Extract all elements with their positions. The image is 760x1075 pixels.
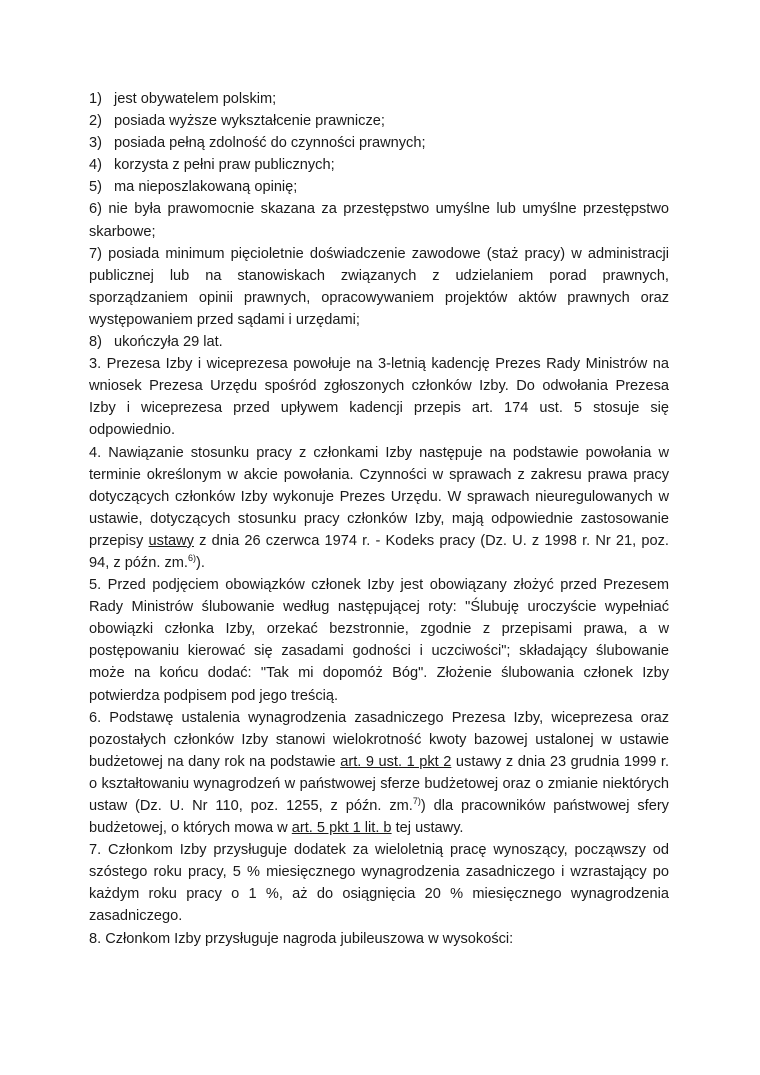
- footnote-marker: 7): [412, 796, 421, 807]
- paragraph-text: tej ustawy.: [391, 820, 464, 837]
- list-item-number: 8): [89, 334, 102, 351]
- list-item-number: 4): [89, 157, 102, 174]
- list-item-number: 1): [89, 91, 102, 107]
- list-item-8: [89, 331, 669, 353]
- art-9-link[interactable]: art. 9 ust. 1 pkt 2: [340, 753, 452, 770]
- ustawy-link[interactable]: ustawy: [148, 532, 194, 549]
- paragraph-6: [89, 707, 669, 840]
- list-item-number: 3): [89, 135, 102, 152]
- footnote-marker: 6): [187, 553, 196, 564]
- list-item-text: posiada wyższe wykształcenie prawnicze;: [114, 113, 385, 130]
- list-item-3: [89, 132, 669, 154]
- list-item-text: ukończyła 29 lat.: [114, 334, 223, 351]
- paragraph-5: 5. Przed podjęciem obowiązków członek Izby jest obowiązany złożyć przed Prezesem Rady Ministrów ślubowanie według następującej roty: "Ślubuję uroczyście wypełniać obowiązki członka Izby, orzekać bezstronnie, zgodnie z przepisami prawa, a w postępowaniu kierować się zasadami godności i uczciwości"; składający ślubowanie może na końcu dodać: "Tak mi dopomóż Bóg". Złożenie ślubowania członek Izby potwierdza podpisem pod jego treścią.: [89, 577, 669, 704]
- paragraph-3: 3. Prezesa Izby i wiceprezesa powołuje na 3-letnią kadencję Prezes Rady Ministrów na wniosek Prezesa Urzędu spośród zgłoszonych członków Izby. Do odwołania Prezesa Izby i wiceprezesa przed upływem kadencji przepis art. 174 ust. 5 stosuje się odpowiednio.: [89, 356, 669, 439]
- document-page: [89, 88, 669, 950]
- art-5-link[interactable]: art. 5 pkt 1 lit. b: [291, 820, 392, 837]
- list-item-number: 5): [89, 179, 102, 196]
- paragraph-7: 7. Członkom Izby przysługuje dodatek za wieloletnią pracę wynoszący, począwszy od szóstego roku pracy, 5 % miesięcznego wynagrodzenia zasadniczego i wzrastający po każdym roku pracy o 1 %, aż do osiągnięcia 20 % miesięcznego wynagrodzenia zasadniczego.: [89, 842, 669, 925]
- list-item-6: 6) nie była prawomocnie skazana za przestępstwo umyślne lub umyślne przestępstwo skarbowe;: [89, 201, 669, 240]
- list-item-text: posiada pełną zdolność do czynności prawnych;: [114, 135, 426, 152]
- paragraph-text: 6. Podstawę ustalenia wynagrodzenia zasadniczego Prezesa Izby, wiceprezesa oraz pozostałych członków Izby stanowi wielokrotność kwoty bazowej ustalonej w ustawie budżetowej na dany rok na podstawie: [89, 709, 669, 770]
- list-item-text: ma nieposzlakowaną opinię;: [114, 179, 298, 196]
- list-item-2: [89, 110, 669, 132]
- list-item-number: 2): [89, 113, 102, 130]
- paragraph-4: [89, 442, 669, 575]
- paragraph-8: 8. Członkom Izby przysługuje nagroda jubileuszowa w wysokości:: [89, 930, 514, 947]
- paragraph-text: z dnia 26 czerwca 1974 r. - Kodeks pracy (Dz. U. z 1998 r. Nr 21, poz. 94, z późn. zm.: [89, 532, 669, 571]
- list-item-text: jest obywatelem polskim;: [114, 91, 277, 107]
- list-item-1: [89, 88, 669, 110]
- list-item-7: 7) posiada minimum pięcioletnie doświadczenie zawodowe (staż pracy) w administracji publicznej lub na stanowiskach związanych z udzielaniem porad prawnych, sporządzaniem opinii prawnych, opracowywaniem projektów aktów prawnych oraz występowaniem przed sądami i urzędami;: [89, 245, 669, 328]
- paragraph-text: ) dla pracowników państwowej sfery budżetowej, o których mowa w: [89, 798, 669, 837]
- list-item-4: [89, 154, 669, 176]
- list-item-text: korzysta z pełni praw publicznych;: [114, 157, 335, 174]
- paragraph-text: ).: [195, 554, 205, 571]
- list-item-5: [89, 176, 669, 198]
- paragraph-text: ustawy z dnia 23 grudnia 1999 r. o kształtowaniu wynagrodzeń w państwowej sferze budżetowej oraz o zmianie niektórych ustaw (Dz. U. Nr 110, poz. 1255, z późn. zm.: [89, 753, 669, 814]
- paragraph-text: 4. Nawiązanie stosunku pracy z członkami Izby następuje na podstawie powołania w terminie określonym w akcie powołania. Czynności w sprawach z zakresu prawa pracy dotyczących członków Izby wykonuje Prezes Urzędu. W sprawach nieuregulowanych w ustawie, dotyczących stosunku pracy członków Izby, mają odpowiednie zastosowanie przepisy: [89, 444, 669, 549]
